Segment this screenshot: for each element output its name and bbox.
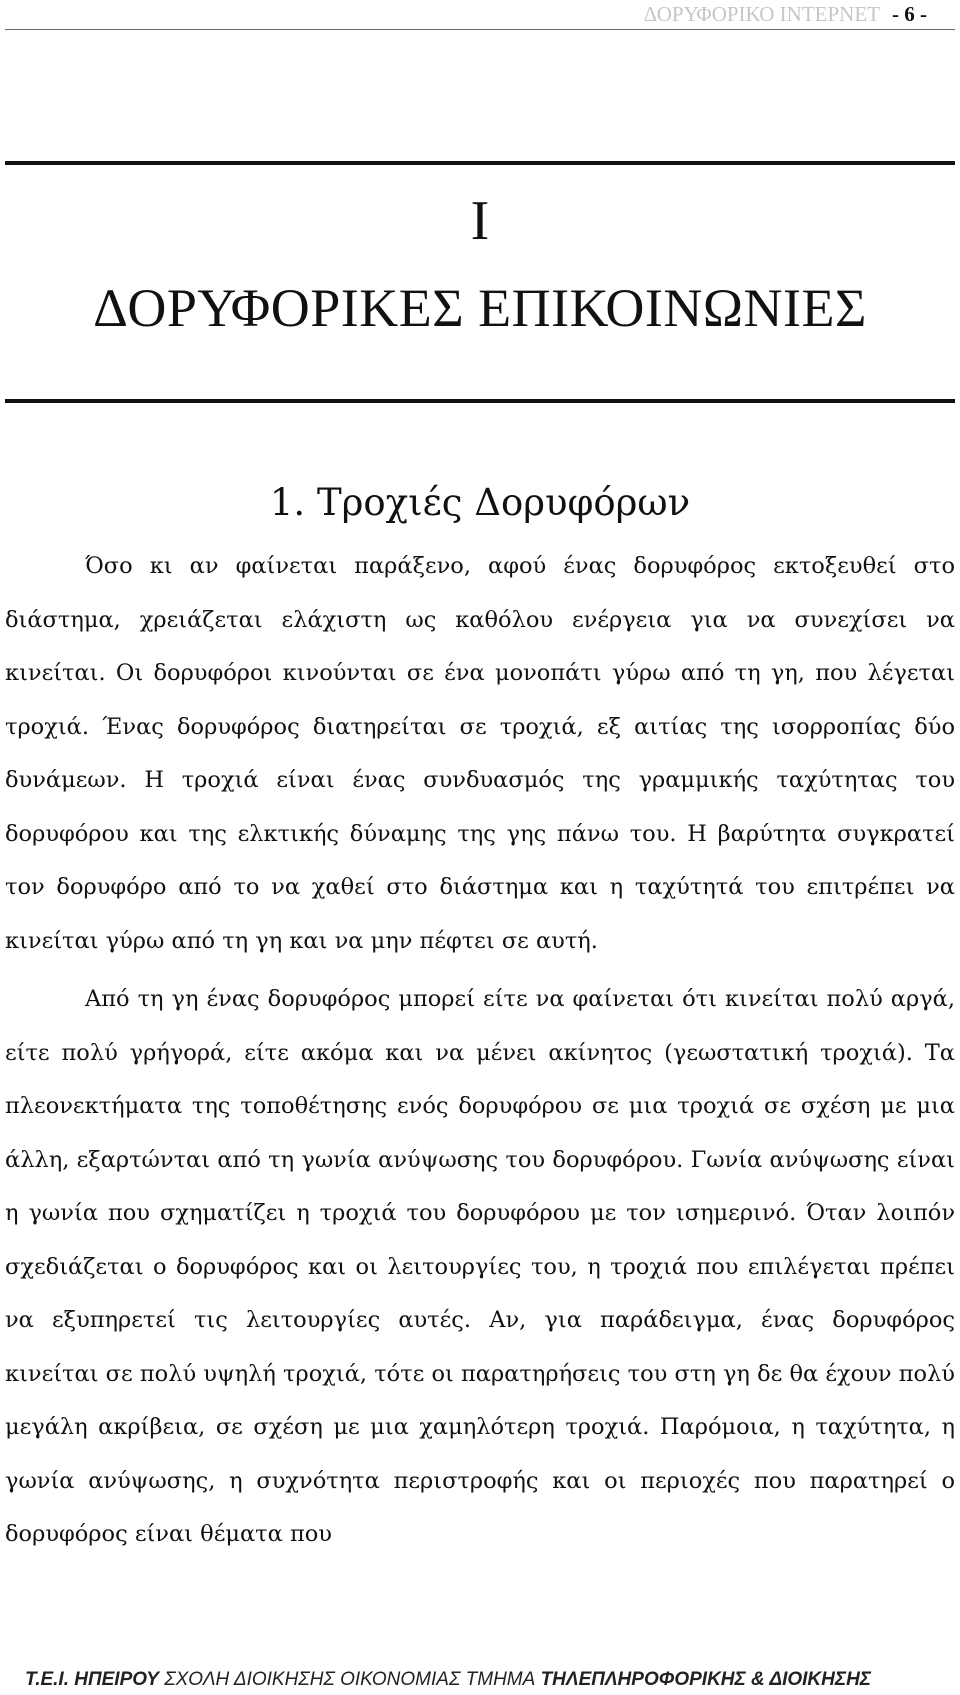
- page-footer: [25, 1668, 945, 1692]
- chapter-bottom-rule: [5, 399, 955, 403]
- footer-institution: Τ.Ε.Ι. ΗΠΕΙΡΟΥ: [25, 1669, 159, 1690]
- page-number: - 6 -: [892, 2, 927, 26]
- paragraph-2-text: Από τη γη ένας δορυφόρος μπορεί είτε να φαίνεται ότι κινείται πολύ αργά, είτε πολύ γρήγορά, είτε ακόμα και να μένει ακίνητος (γεωστατική τροχιά). Τα πλεονεκτήματα της τοποθέτησης ενός δορυφόρου σε μια τροχιά σε σχέση με μια άλλη, εξαρτώνται από τη γωνία ανύψωσης του δορυφόρου. Γωνία ανύψωσης είναι η γωνία που σχηματίζει η τροχιά του δορυφόρου με τον ισημερινό. Όταν λοιπόν σχεδιάζεται ο δορυφόρος και οι λειτουργίες του, η τροχιά που επιλέγεται πρέπει να εξυπηρετεί τις λειτουργίες αυτές. Αν, για παράδειγμα, ένας δορυφόρος κινείται σε πολύ υψηλή τροχιά, τότε οι παρατηρήσεις του στη γη δε θα έχουν πολύ μεγάλη ακρίβεια, σε σχέση με μια χαμηλότερη τροχιά. Παρόμοια, η ταχύτητα, η γωνία ανύψωσης, η συχνότητα περιστροφής και οι περιοχές που παρατηρεί ο δορυφόρος είναι θέματα που: [5, 986, 955, 1547]
- header-title: ΔΟΡΥΦΟΡΙΚΟ ΙΝΤΕΡΝΕΤ: [643, 2, 880, 26]
- chapter-number: I: [470, 190, 490, 252]
- section-heading: 1. Τροχιές Δορυφόρων: [269, 481, 691, 524]
- paragraph-1: [5, 540, 955, 968]
- footer-department: ΤΗΛΕΠΛΗΡΟΦΟΡΙΚΗΣ & ΔΙΟΙΚΗΣΗΣ: [540, 1669, 872, 1690]
- running-header: [0, 0, 927, 30]
- footer-school: ΣΧΟΛΗ ΔΙΟΙΚΗΣΗΣ ΟΙΚΟΝΟΜΙΑΣ ΤΜΗΜΑ: [164, 1669, 536, 1690]
- paragraph-1-text: Όσο κι αν φαίνεται παράξενο, αφού ένας δορυφόρος εκτοξευθεί στο διάστημα, χρειάζεται ελάχιστη ως καθόλου ενέργεια για να συνεχίσει να κινείται. Οι δορυφόροι κινούνται σε ένα μονοπάτι γύρω από τη γη, που λέγεται τροχιά. Ένας δορυφόρος διατηρείται σε τροχιά, εξ αιτίας της ισορροπίας δύο δυνάμεων. Η τροχιά είναι ένας συνδυασμός της γραμμικής ταχύτητας του δορυφόρου και της ελκτικής δύναμης της γης πάνω του. Η βαρύτητα συγκρατεί τον δορυφόρο από το να χαθεί στο διάστημα και η ταχύτητά του επιτρέπει να κινείται γύρω από τη γη και να μην πέφτει σε αυτή.: [5, 553, 955, 954]
- paragraph-2: [5, 973, 955, 1562]
- chapter-top-rule: [5, 161, 955, 165]
- header-rule: [5, 29, 955, 30]
- chapter-title: ΔΟΡΥΦΟΡΙΚΕΣ ΕΠΙΚΟΙΝΩΝΙΕΣ: [93, 278, 867, 338]
